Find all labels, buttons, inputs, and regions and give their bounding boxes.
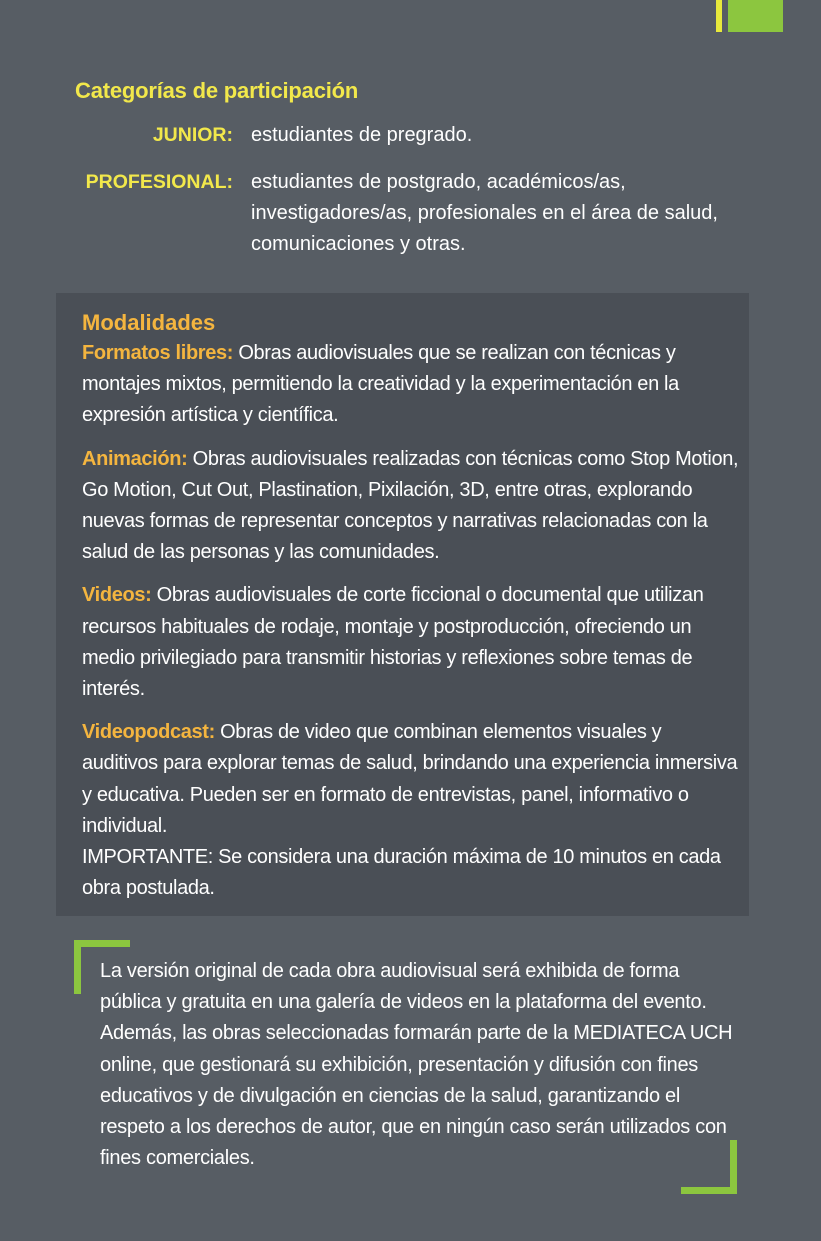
modalidades-title: Modalidades: [82, 310, 216, 335]
modalidad-desc: Obras de video que combinan elementos visuales y auditivos para explorar temas de salud, brindando una experiencia inmersiva y educativa. Pueden ser en formato de entrevistas, panel, informativo o individual.: [82, 721, 738, 837]
category-label: JUNIOR:: [152, 124, 233, 146]
categories-title: Categorías de participación: [75, 78, 359, 103]
modalidad-animacion: [82, 444, 739, 569]
modalidad-term: Formatos libres:: [82, 342, 234, 364]
modalidad-desc: Obras audiovisuales que se realizan con técnicas y montajes mixtos, permitiendo la creatividad y la experimentación en la expresión artística y científica.: [82, 342, 679, 427]
category-description: estudiantes de postgrado, académicos/as, investigadores/as, profesionales en el área de salud, comunicaciones y otras.: [251, 171, 718, 255]
category-label: PROFESIONAL:: [85, 171, 233, 193]
modalidad-videos: [82, 580, 739, 705]
importante-note: IMPORTANTE: Se considera una duración máxima de 10 minutos en cada obra postulada.: [82, 846, 721, 900]
top-accent-green-block: [728, 0, 783, 32]
category-row-junior: [40, 120, 740, 151]
modalidad-formatos-libres: [82, 338, 739, 432]
modalidad-term: Animación:: [82, 447, 188, 470]
modalidad-videopodcast: [82, 717, 739, 842]
modalidades-box: [56, 293, 749, 916]
top-accent-thin-bar: [716, 0, 722, 32]
modalidad-term: Videos:: [82, 584, 152, 607]
modalidad-desc: Obras audiovisuales de corte ficcional o documental que utilizan recursos habituales de rodaje, montaje y postproducción, ofreciendo un medio privilegiado para transmitir historias y reflexiones sobre temas de interés.: [82, 584, 704, 701]
closing-paragraph: La versión original de cada obra audiovisual será exhibida de forma pública y gratuita en una galería de videos en la plataforma del evento. Además, las obras seleccionadas formarán parte de la MEDIATECA UCH online, que gestionará su exhibición, presentación y difusión con fines educativos y de divulgación en ciencias de la salud, garantizando el respeto a los derechos de autor, que en ningún caso serán utilizados con fines comerciales.: [100, 960, 733, 1170]
corner-bracket-bottom-right: [730, 1140, 737, 1194]
corner-bracket-top-left: [74, 940, 81, 994]
corner-bracket-top-left-horizontal: [74, 940, 130, 947]
category-row-profesional: [40, 167, 740, 260]
category-description: estudiantes de pregrado.: [251, 124, 473, 146]
modalidad-term: Videopodcast:: [82, 721, 215, 744]
corner-bracket-bottom-right-horizontal: [681, 1187, 737, 1194]
modalidad-desc: Obras audiovisuales realizadas con técnicas como Stop Motion, Go Motion, Cut Out, Plastination, Pixilación, 3D, entre otras, explorando nuevas formas de representar conceptos y narrativas relacionadas con la salud de las personas y las comunidades.: [82, 447, 739, 564]
